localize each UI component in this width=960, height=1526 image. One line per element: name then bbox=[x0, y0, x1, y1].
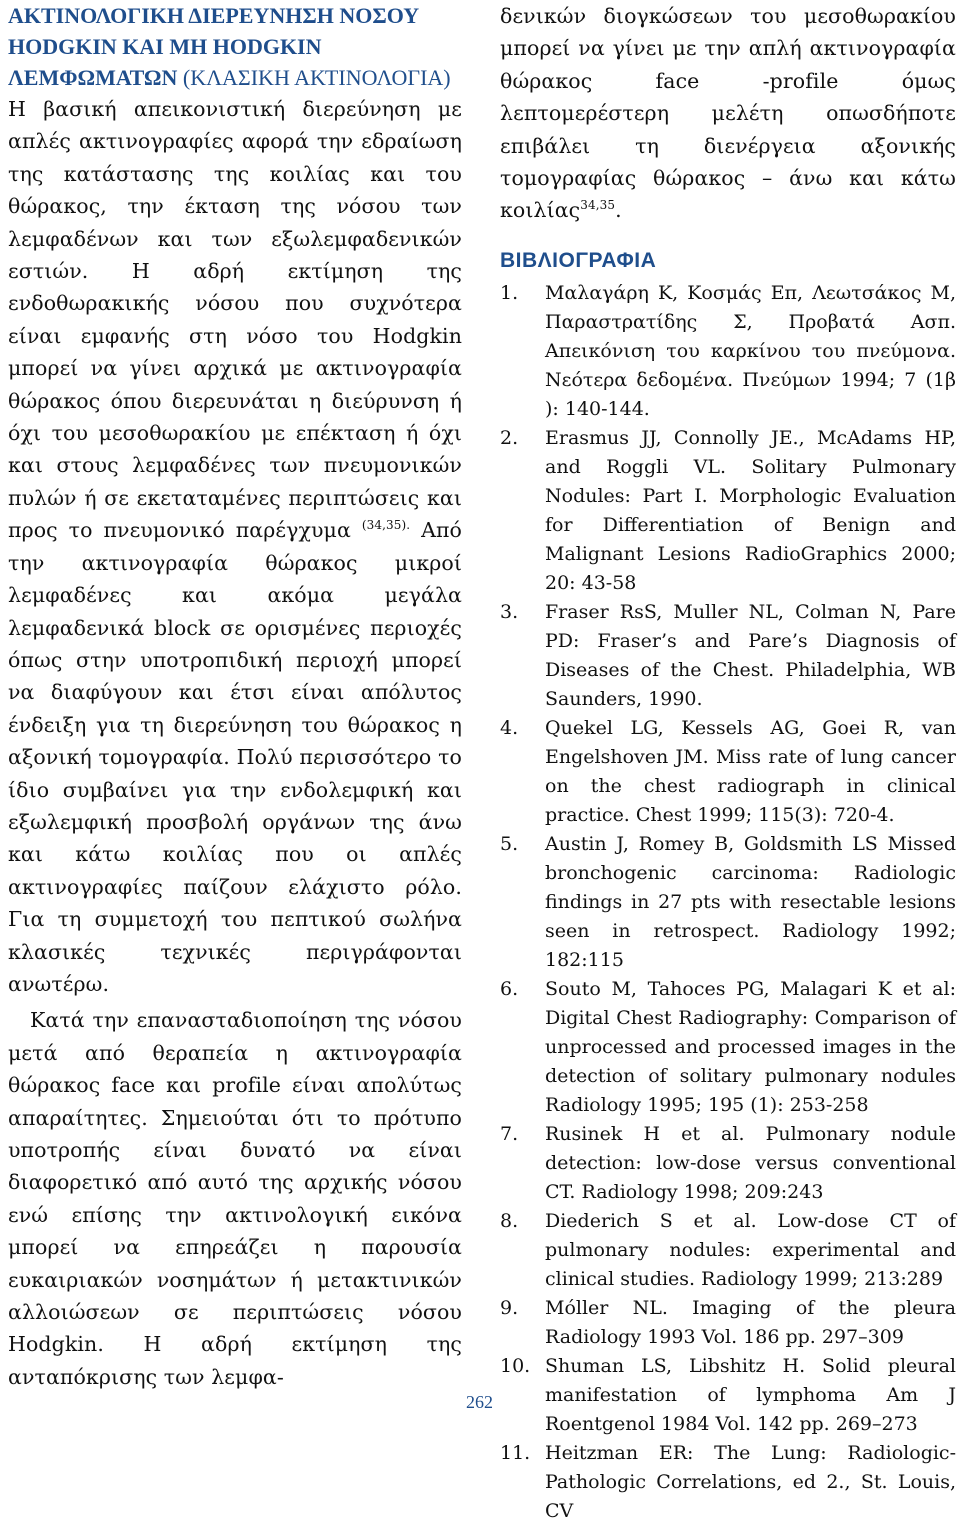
reference-number: 6. bbox=[500, 977, 519, 1000]
reference-number: 1. bbox=[500, 281, 519, 304]
paragraph-end: . bbox=[615, 198, 622, 223]
paragraph-1-continuation: Από την ακτινογραφία θώρακος μικροί λεμφαδένες και ακόμα μεγάλα λεμφαδενικά block σε ορισμένες περιοχές όπως στην υποτροπιδική περιοχή μπορεί να διαφύγουν και έτσι είναι απόλυτος ένδειξη για τη διερεύνηση του θώρακος η αξονική τομογραφία. Πολύ περισσότερο το ίδιο συμβαίνει για την ενδολεμφική και εξωλεμφική προσβολή οργάνων της άνω και κάτω κοιλίας που οι απλές ακτινογραφίες παίζουν ελάχιστο ρόλο. Για τη συμμετοχή του πεπτικού σωλήνα κλασικές τεχνικές περιγράφονται ανωτέρω. bbox=[8, 518, 462, 996]
reference-text: Diederich S et al. Low-dose CT of pulmonary nodules: experimental and clinical studies. Radiology 1999; 213:289 bbox=[545, 1209, 956, 1290]
paragraph-continued-text: δενικών διογκώσεων του μεσοθωρακίου μπορεί να γίνει με την απλή ακτινογραφία θώρακος face -profile όμως λεπτομερέστερη μελέτη οπωσδήποτε επιβάλει τη διενέργεια αξονικής τομογραφίας θώρακος – άνω και κάτω κοιλίας bbox=[500, 4, 956, 223]
reference-number: 10. bbox=[500, 1354, 531, 1377]
reference-text: Mόller NL. Imaging of the pleura Radiology 1993 Vol. 186 pp. 297–309 bbox=[545, 1296, 956, 1348]
reference-number: 9. bbox=[500, 1296, 519, 1319]
reference-text: Rusinek H et al. Pulmonary nodule detection: low-dose versus conventional CT. Radiology 1998; 209:243 bbox=[545, 1122, 956, 1203]
reference-text: Μαλαγάρη Κ, Κοσμάς Επ, Λεωτσάκος Μ, Παραστρατίδης Σ, Προβατά Ασπ. Απεικόνιση του καρκίνου του πνεύμονα. Νεότερα δεδομένα. Πνεύμων 1994; 7 (1β ): 140-144. bbox=[545, 281, 956, 420]
paragraph-continued bbox=[500, 0, 956, 227]
citation-sup: (34,35). bbox=[361, 518, 411, 533]
reference-number: 3. bbox=[500, 600, 519, 623]
reference-item bbox=[500, 714, 956, 830]
page-number: 262 bbox=[466, 1392, 493, 1412]
right-column bbox=[500, 0, 956, 1526]
reference-number: 7. bbox=[500, 1122, 519, 1145]
reference-text: Souto M, Tahoces PG, Malagari K et al: Digital Chest Radiography: Comparison of unprocessed and processed images in the detection of solitary pulmonary nodules Radiology 1995; 195 (1): 253-258 bbox=[545, 977, 956, 1116]
bibliography-title: ΒΙΒΛΙΟΓΡΑΦΙΑ bbox=[500, 248, 657, 272]
reference-item bbox=[500, 1352, 956, 1439]
reference-item bbox=[500, 424, 956, 598]
reference-item bbox=[500, 975, 956, 1120]
section-heading-subtitle: (ΚΛΑΣΙΚΗ ΑΚΤΙΝΟΛΟΓΙΑ) bbox=[177, 65, 451, 90]
reference-text: Quekel LG, Kessels AG, Goei R, van Engelshoven JM. Miss rate of lung cancer on the chest radiograph in clinical practice. Chest 1999; 115(3): 720-4. bbox=[545, 716, 956, 826]
reference-number: 5. bbox=[500, 832, 519, 855]
citation-sup: 34,35 bbox=[580, 198, 616, 213]
reference-text: Heitzman ER: The Lung: Radiologic-Pathologic Correlations, ed 2., St. Louis, CV bbox=[545, 1441, 956, 1522]
reference-text: Austin J, Romey B, Goldsmith LS Missed bronchogenic carcinoma: Radiologic findings in 27 pts with resectable lesions seen in retrospect. Radiology 1992; 182:115 bbox=[545, 832, 956, 971]
paragraph-1 bbox=[8, 93, 462, 1000]
reference-number: 4. bbox=[500, 716, 519, 739]
reference-text: Erasmus JJ, Connolly JE., McAdams HP, and Roggli VL. Solitary Pulmonary Nodules: Part I. Morphologic Evaluation for Differentiation of Benign and Malignant Lesions RadioGraphics 2000; 20: 43-58 bbox=[545, 426, 956, 594]
paragraph-2: Κατά την επανασταδιοποίηση της νόσου μετά από θεραπεία η ακτινογραφία θώρακος face και profile είναι απολύτως απαραίτητες. Σημειούται ότι το πρότυπο υποτροπής είναι δυνατό να είναι διαφορετικό από αυτό της αρχικής νόσου ενώ επίσης την ακτινολογική εικόνα μπορεί να επηρεάζει η παρουσία ευκαιριακών νοσημάτων ή μετακτινικών αλλοιώσεων σε περιπτώσεις νόσου Hodgkin. Η αδρή εκτίμηση της ανταπόκρισης των λεμφα- bbox=[8, 1008, 462, 1389]
paragraph-1-text: Η βασική απεικονιστική διερεύνηση με απλές ακτινογραφίες αφορά την εδραίωση της κατάστασης της κοιλίας και του θώρακος, την έκταση της νόσου των λεμφαδένων και των εξωλεμφαδενικών εστιών. Η αδρή εκτίμηση της ενδοθωρακικής νόσου που συχνότερα είναι εμφανής στη νόσο του Hodgkin μπορεί να γίνει αρχικά με ακτινογραφία θώρακος όπου διερευνάται η διεύρυνση ή όχι του μεσοθωρακίου με επέκταση ή όχι και στους λεμφαδένες των πνευμονικών πυλών ή σε εκεταταμένες περιπτώσεις και προς το πνευμονικό παρέγχυμα bbox=[8, 97, 462, 543]
reference-number: 11. bbox=[500, 1441, 531, 1464]
reference-text: Shuman LS, Libshitz H. Solid pleural manifestation of lymphoma Am J Roentgenol 1984 Vol. 142 pp. 269–273 bbox=[545, 1354, 956, 1435]
reference-item bbox=[500, 1120, 956, 1207]
reference-text: Fraser RsS, Muller NL, Colman N, Pare PD: Fraser’s and Pare’s Diagnosis of Diseases of the Chest. Philadelphia, WB Saunders, 1990. bbox=[545, 600, 956, 710]
reference-item bbox=[500, 1207, 956, 1294]
reference-number: 8. bbox=[500, 1209, 519, 1232]
reference-list bbox=[500, 279, 956, 1526]
section-heading-bold: ΑΚΤΙΝΟΛΟΓΙΚΗ ΔΙΕΡΕΥΝΗΣΗ ΝΟΣΟΥ HODGKIN ΚΑΙ ΜΗ HODGKIN ΛΕΜΦΩΜΑΤΩΝ bbox=[8, 3, 420, 90]
section-heading bbox=[8, 0, 462, 93]
reference-number: 2. bbox=[500, 426, 519, 449]
reference-item bbox=[500, 1294, 956, 1352]
reference-item bbox=[500, 279, 956, 424]
reference-item bbox=[500, 598, 956, 714]
reference-item bbox=[500, 830, 956, 975]
left-column bbox=[8, 0, 462, 1393]
reference-item bbox=[500, 1439, 956, 1526]
